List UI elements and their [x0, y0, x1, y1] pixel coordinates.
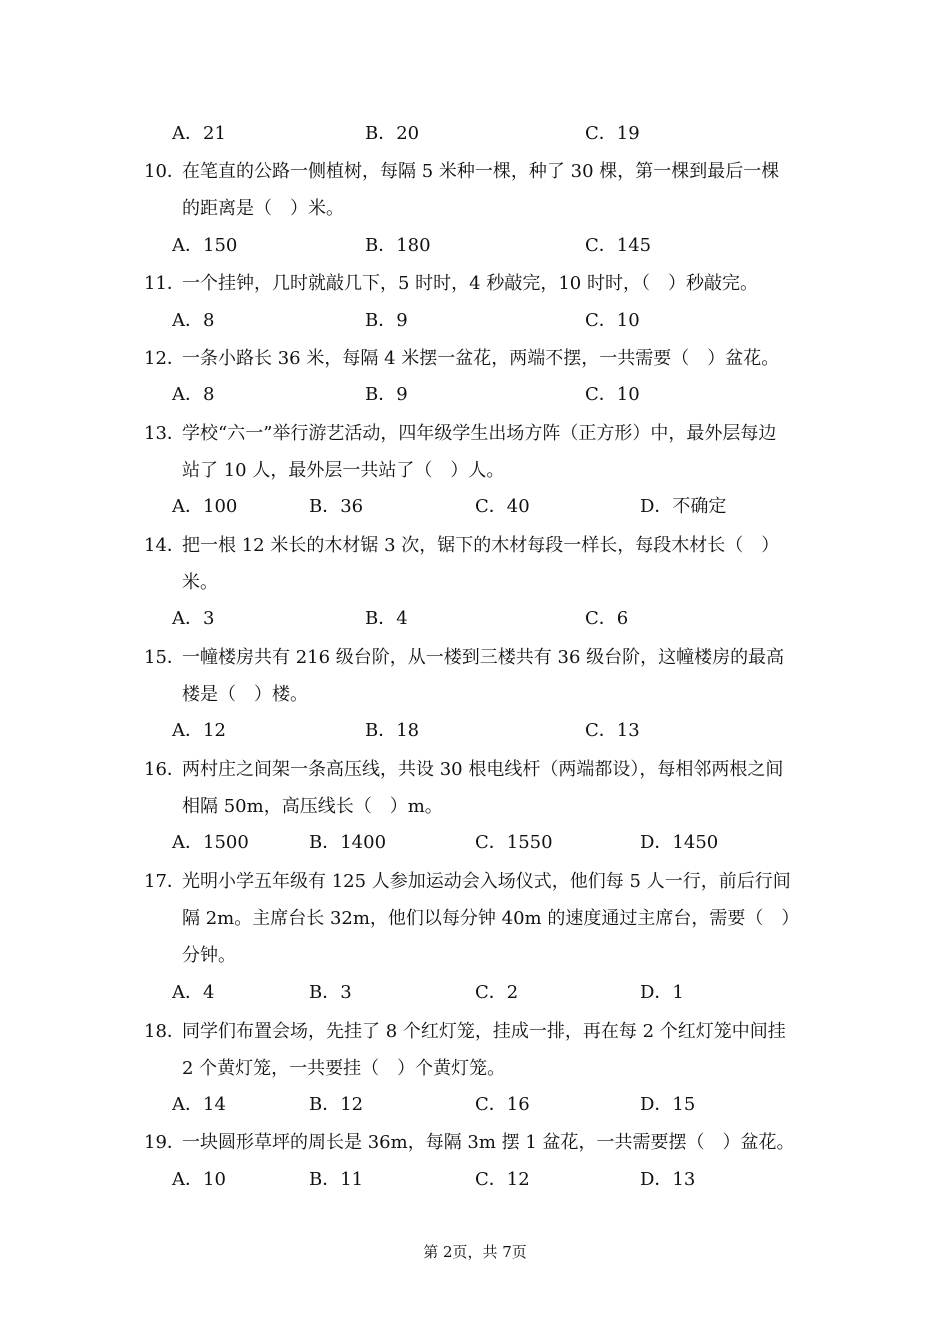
option-a: A．4 — [172, 982, 215, 1003]
question-text: 同学们布置会场，先挂了 8 个红灯笼，挂成一排，再在每 2 个红灯笼中间挂 — [182, 1021, 786, 1042]
option-d: D．1 — [640, 982, 684, 1003]
q14-options — [172, 604, 892, 634]
question-16 — [144, 751, 824, 825]
option-c: C．2 — [475, 982, 519, 1003]
question-text: 分钟。 — [182, 945, 236, 966]
q12-options — [172, 380, 892, 410]
option-b: B．3 — [309, 982, 352, 1003]
option-a: A．3 — [172, 608, 215, 629]
question-number: 15． — [144, 647, 185, 668]
option-b: B．1400 — [309, 832, 387, 853]
question-11 — [144, 265, 824, 302]
question-number: 10． — [144, 161, 185, 182]
option-b: B．4 — [365, 608, 408, 629]
q11-options — [172, 306, 892, 336]
q18-options — [172, 1090, 892, 1120]
option-c: C．16 — [475, 1094, 530, 1115]
question-12 — [144, 340, 824, 377]
question-text: 一条小路长 36 米，每隔 4 米摆一盆花，两端不摆，一共需要（ ）盆花。 — [182, 348, 780, 369]
q15-options — [172, 716, 892, 746]
q17-options — [172, 978, 892, 1008]
question-number: 17． — [144, 871, 185, 892]
question-text: 光明小学五年级有 125 人参加运动会入场仪式，他们每 5 人一行，前后行间 — [182, 871, 791, 892]
question-text: 米。 — [182, 572, 218, 593]
question-number: 11． — [144, 273, 185, 294]
option-b: B．11 — [309, 1169, 364, 1190]
question-number: 18． — [144, 1021, 185, 1042]
option-c: C．145 — [585, 235, 652, 256]
question-text: 一幢楼房共有 216 级台阶，从一楼到三楼共有 36 级台阶，这幢楼房的最高 — [182, 647, 785, 668]
option-b: B．36 — [309, 496, 364, 517]
option-a: A．1500 — [172, 832, 249, 853]
question-number: 14． — [144, 535, 185, 556]
q10-options — [172, 231, 892, 261]
question-number: 12． — [144, 348, 185, 369]
option-a: A．8 — [172, 384, 215, 405]
option-a: A．10 — [172, 1169, 226, 1190]
option-b: B．20 — [365, 123, 420, 144]
option-a: A．14 — [172, 1094, 226, 1115]
option-c: C．10 — [585, 310, 640, 331]
question-text: 学校“六一”举行游艺活动，四年级学生出场方阵（正方形）中，最外层每边 — [182, 423, 777, 444]
option-a: A．12 — [172, 720, 226, 741]
question-text: 的距离是（ ）米。 — [182, 198, 344, 219]
option-c: C．13 — [585, 720, 640, 741]
q19-options — [172, 1165, 892, 1195]
option-c: C．40 — [475, 496, 530, 517]
question-text: 把一根 12 米长的木材锯 3 次，锯下的木材每段一样长，每段木材长（ ） — [182, 535, 780, 556]
option-a: A．150 — [172, 235, 238, 256]
question-15 — [144, 639, 824, 713]
option-b: B．9 — [365, 310, 408, 331]
page-footer: 第 2页，共 7页 — [423, 1243, 527, 1261]
option-b: B．18 — [365, 720, 420, 741]
option-d: D．13 — [640, 1169, 696, 1190]
q13-options — [172, 492, 892, 522]
option-d: D．不确定 — [640, 496, 727, 517]
question-18 — [144, 1013, 824, 1087]
option-c: C．19 — [585, 123, 640, 144]
question-number: 13． — [144, 423, 185, 444]
question-text: 相隔 50m，高压线长（ ）m。 — [182, 796, 443, 817]
question-17 — [144, 863, 824, 974]
option-d: D．15 — [640, 1094, 696, 1115]
question-text: 一个挂钟，几时就敲几下，5 时时，4 秒敲完，10 时时，（ ）秒敲完。 — [182, 273, 758, 294]
q16-options — [172, 828, 892, 858]
option-a: A．100 — [172, 496, 238, 517]
option-c: C．6 — [585, 608, 629, 629]
option-b: B．9 — [365, 384, 408, 405]
question-text: 一块圆形草坪的周长是 36m，每隔 3m 摆 1 盆花，一共需要摆（ ）盆花。 — [182, 1132, 795, 1153]
option-c: C．10 — [585, 384, 640, 405]
question-13 — [144, 415, 824, 489]
question-14 — [144, 527, 824, 601]
question-text: 两村庄之间架一条高压线，共设 30 根电线杆（两端都设），每相邻两根之间 — [182, 759, 784, 780]
question-text: 站了 10 人，最外层一共站了（ ）人。 — [182, 460, 505, 481]
option-a: A．8 — [172, 310, 215, 331]
question-text: 楼是（ ）楼。 — [182, 684, 308, 705]
option-b: B．12 — [309, 1094, 364, 1115]
option-c: C．1550 — [475, 832, 553, 853]
option-d: D．1450 — [640, 832, 719, 853]
question-number: 19． — [144, 1132, 185, 1153]
option-c: C．12 — [475, 1169, 530, 1190]
question-number: 16． — [144, 759, 185, 780]
question-10 — [144, 153, 824, 227]
option-b: B．180 — [365, 235, 431, 256]
question-text: 隔 2m。主席台长 32m，他们以每分钟 40m 的速度通过主席台，需要（ ） — [182, 908, 800, 929]
option-a: A．21 — [172, 123, 226, 144]
q9-options — [172, 119, 892, 149]
question-text: 在笔直的公路一侧植树，每隔 5 米种一棵，种了 30 棵，第一棵到最后一棵 — [182, 161, 780, 182]
question-19 — [144, 1124, 824, 1161]
question-text: 2 个黄灯笼，一共要挂（ ）个黄灯笼。 — [182, 1058, 506, 1079]
